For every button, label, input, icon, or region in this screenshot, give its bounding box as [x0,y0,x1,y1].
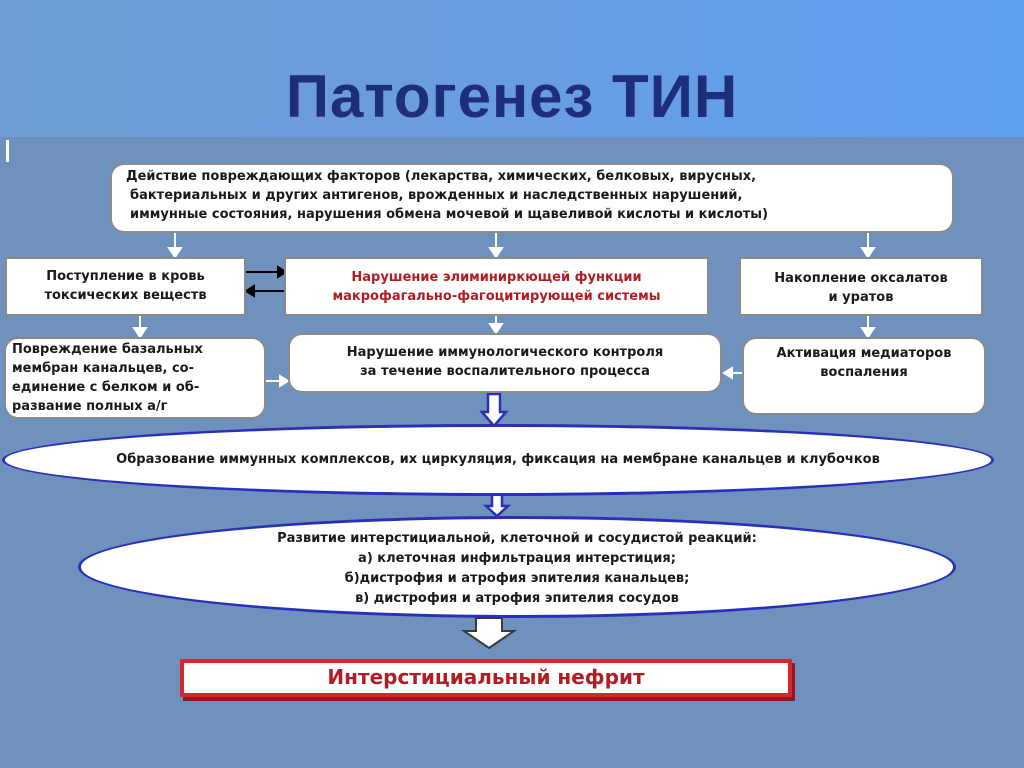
immune-complexes-ellipse [2,424,994,496]
damaging-factors-line-1: Действие повреждающих факторов (лекарства, химических, белковых, вирусных, [126,169,757,184]
arrow-down-right-row [862,316,874,337]
immune-control-line-2: за течение воспалительного процесса [360,364,650,379]
inflammation-mediators-box [742,337,986,415]
basal-membrane-box [4,337,266,419]
reactions-ellipse [78,516,956,618]
reactions-line-2: а) клеточная инфильтрация интерстиция; [358,551,676,566]
immune-control-line-1: Нарушение иммунологического контроля [346,345,664,360]
oxalates-line-1: Накопление оксалатов [774,271,948,286]
toxic-substances-line-1: Поступление в кровь [46,269,205,284]
nephritis-box [180,659,792,697]
elimination-function-box [284,257,709,316]
reactions-line-3: б)дистрофия и атрофия эпителия канальцев; [344,571,690,586]
arrow-down-top-left [169,233,181,257]
reactions-line-1: Развитие интерстициальной, клеточной и сосудистой реакций: [277,531,757,546]
basal-membrane-line-3: единение с белком и об- [12,380,200,395]
oxalates-line-2: и уратов [828,290,894,305]
arrow-down-top-right [862,233,874,257]
arrow-down-left-row [134,316,146,337]
nephritis-text: Интерстициальный нефрит [327,665,645,689]
arrow-down-to-reactions [486,494,508,516]
slide-title: Патогенез ТИН [285,63,739,130]
damaging-factors-line-3: иммунные состояния, нарушения обмена мочевой и щавеливой кислоты и кислоты) [130,207,769,222]
arrow-down-to-nephritis [464,618,514,648]
elimination-function-line-1: Нарушение элиминиркющей функции [351,270,642,285]
toxic-substances-box [5,257,246,316]
inflammation-mediators-line-1: Активация медиаторов [776,346,952,361]
damaging-factors-box [110,163,954,233]
immune-control-box [288,333,722,393]
basal-membrane-line-2: мембран канальцев, со- [12,361,194,376]
arrow-right-toxic-to-elimination [246,267,286,277]
basal-membrane-line-1: Повреждение базальных [12,342,203,357]
arrow-left-mediators-to-immune [724,368,742,378]
arrow-down-to-immune-complexes [482,394,506,426]
arrow-left-elimination-to-toxic [246,286,286,296]
toxic-substances-line-2: токсических веществ [44,288,207,303]
basal-membrane-line-4: развание полных а/г [12,399,168,414]
arrow-down-top-center [490,233,502,257]
arrow-down-center-row [490,316,502,333]
damaging-factors-line-2: бактериальных и других антигенов, врожденных и наследственных нарушений, [130,188,743,203]
oxalates-box [739,257,983,316]
reactions-line-4: в) дистрофия и атрофия эпителия сосудов [355,591,679,606]
arrow-right-basal-to-immune [266,376,288,386]
inflammation-mediators-line-2: воспаления [820,365,908,380]
elimination-function-line-2: макрофагально-фагоцитирующей системы [332,289,661,304]
immune-complexes-text: Образование иммунных комплексов, их циркуляция, фиксация на мембране канальцев и клубочков [116,452,880,467]
